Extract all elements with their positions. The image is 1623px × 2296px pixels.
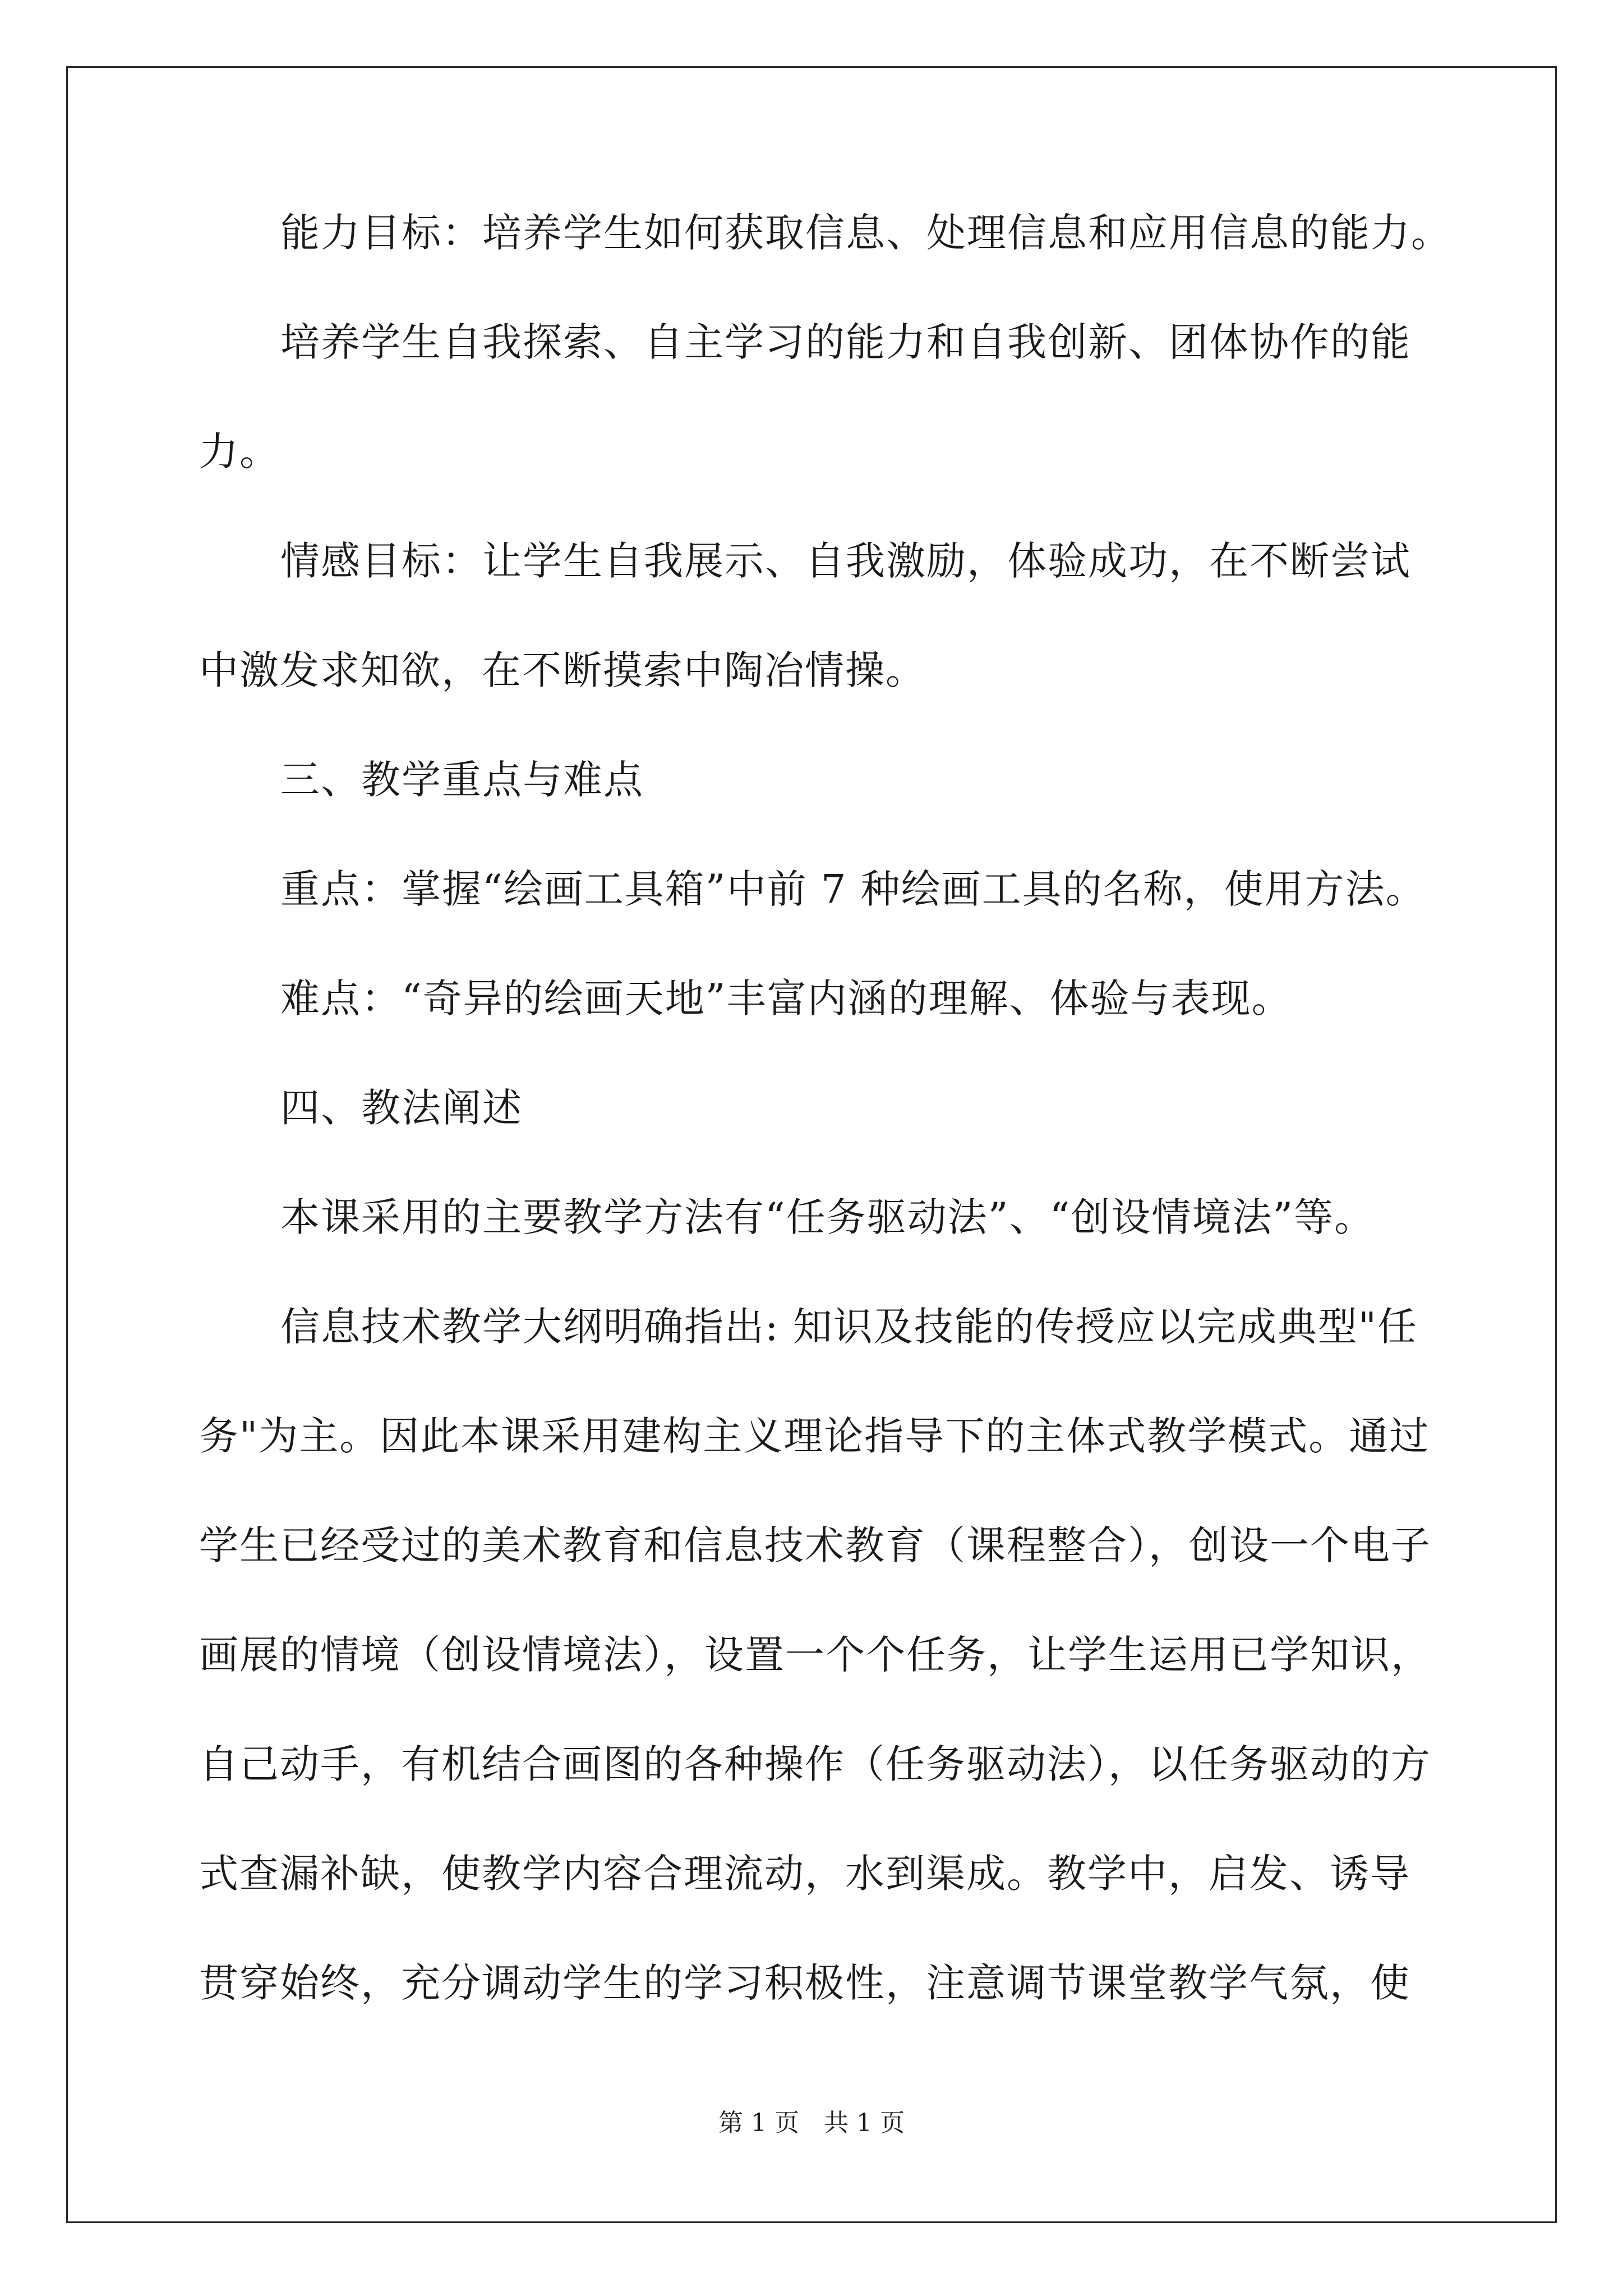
paragraph-emotion-goal-cont: 中激发求知欲，在不断摸索中陶冶情操。: [199, 647, 926, 693]
paragraph-main-methods: 本课采用的主要教学方法有“任务驱动法”、“创设情境法”等。: [280, 1194, 1375, 1240]
page-number: 第 1 页 共 1 页: [718, 2109, 905, 2137]
paragraph-emotion-goal: 情感目标：让学生自我展示、自我激励，体验成功，在不断尝试: [280, 538, 1411, 584]
section-heading-key-points: 三、教学重点与难点: [280, 757, 644, 803]
paragraph-syllabus-line-6: 式查漏补缺，使教学内容合理流动，水到渠成。教学中，启发、诱导: [199, 1851, 1410, 1897]
paragraph-self-exploration: 培养学生自我探索、自主学习的能力和自我创新、团体协作的能: [280, 319, 1411, 365]
section-heading-teaching-method: 四、教法阐述: [280, 1085, 523, 1131]
paragraph-difficulty: 难点：“奇异的绘画天地”丰富内涵的理解、体验与表现。: [280, 976, 1292, 1022]
paragraph-key-point: 重点：掌握“绘画工具箱”中前 7 种绘画工具的名称，使用方法。: [280, 866, 1426, 912]
paragraph-syllabus-line-4: 画展的情境（创设情境法），设置一个个任务，让学生运用已学知识，: [199, 1632, 1431, 1678]
paragraph-syllabus-line-2: 务"为主。因此本课采用建构主义理论指导下的主体式教学模式。通过: [199, 1413, 1430, 1459]
paragraph-self-exploration-cont: 力。: [199, 429, 280, 475]
paragraph-syllabus-line-7: 贯穿始终，充分调动学生的学习积极性，注意调节课堂教学气氛，使: [199, 1960, 1410, 2006]
paragraph-syllabus: 信息技术教学大纲明确指出: 知识及技能的传授应以完成典型"任: [280, 1304, 1418, 1350]
paragraph-syllabus-line-3: 学生已经受过的美术教育和信息技术教育（课程整合），创设一个电子: [199, 1522, 1431, 1568]
paragraph-syllabus-line-5: 自己动手，有机结合画图的各种操作（任务驱动法），以任务驱动的方: [199, 1741, 1431, 1787]
paragraph-ability-goal: 能力目标：培养学生如何获取信息、处理信息和应用信息的能力。: [280, 210, 1451, 256]
page-border: [66, 66, 1557, 2223]
